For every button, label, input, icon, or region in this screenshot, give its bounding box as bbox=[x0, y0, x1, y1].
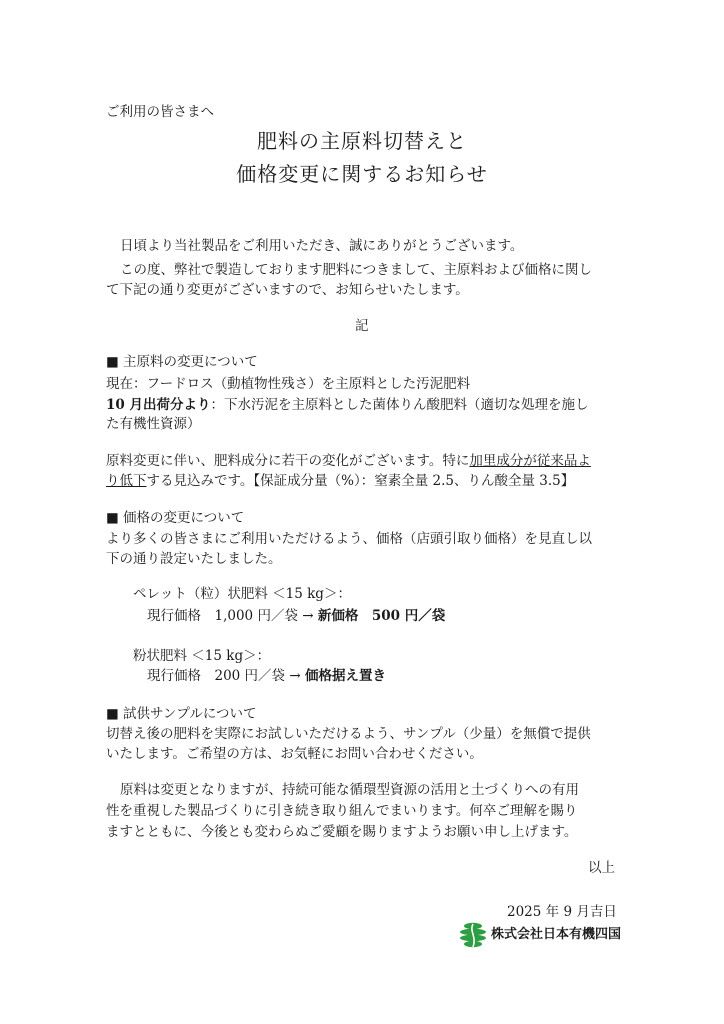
ki-mark: 記 bbox=[355, 318, 369, 334]
change-note-line-1 bbox=[106, 451, 591, 471]
powder-price-line bbox=[147, 666, 386, 686]
guaranteed-components: する見込みです。【保証成分量（%）：窒素全量 2.5、りん酸全量 3.5】 bbox=[146, 473, 575, 489]
section2-heading: ■ 価格の変更について bbox=[106, 510, 245, 526]
intro-line-1: 日頃より当社製品をご利用いただき、誠にありがとうございます。 bbox=[120, 238, 524, 254]
pellet-product-name: ペレット（粒）状肥料 ＜15 kg＞： bbox=[133, 586, 351, 602]
sample-line-1: 切替え後の肥料を実際にお試しいただけるよう、サンプル（少量）を無償で提供 bbox=[106, 726, 591, 742]
sample-line-2: いたします。ご希望の方は、お気軽にお問い合わせください。 bbox=[106, 746, 483, 762]
powder-current-price: 現行価格 200 円／袋 → bbox=[147, 668, 305, 684]
potassium-note-underlined: 加里成分が従来品よ bbox=[469, 453, 591, 469]
change-note-line-2 bbox=[106, 471, 574, 491]
ijo-closing-mark: 以上 bbox=[588, 860, 615, 876]
new-material-line bbox=[106, 395, 589, 415]
title-line-2: 価格変更に関するお知らせ bbox=[236, 162, 488, 186]
current-material: 現在：フードロス（動植物性残さ）を主原料とした汚泥肥料 bbox=[106, 376, 471, 392]
change-note-text: 原料変更に伴い、肥料成分に若干の変化がございます。特に bbox=[106, 453, 470, 469]
intro-line-3: て下記の通り変更がございますので、お知らせいたします。 bbox=[106, 282, 469, 298]
intro-line-2: この度、弊社で製造しております肥料につきまして、主原料および価格に関し bbox=[120, 262, 592, 278]
new-material-desc: ：下水汚泥を主原料とした菌体りん酸肥料（適切な処理を施し bbox=[210, 397, 589, 413]
company-logo-icon bbox=[458, 921, 488, 949]
title-line-1: 肥料の主原料切替えと bbox=[257, 129, 467, 153]
closing-line-1: 原料は変更となりますが、持続可能な循環型資源の活用と土づくりへの有用 bbox=[120, 782, 579, 798]
issue-date: 2025 年 9 月吉日 bbox=[507, 904, 617, 920]
closing-line-3: ますとともに、今後とも変わらぬご愛顧を賜りますようお願い申し上げます。 bbox=[106, 824, 578, 840]
decrease-underlined: り低下 bbox=[106, 473, 147, 489]
pellet-price-line bbox=[147, 606, 445, 626]
section1-heading: ■ 主原料の変更について bbox=[106, 354, 258, 370]
powder-price-unchanged: 価格据え置き bbox=[304, 668, 386, 684]
company-name: 株式会社日本有機四国 bbox=[491, 927, 622, 942]
pellet-current-price: 現行価格 1,000 円／袋 → bbox=[147, 608, 318, 624]
pellet-new-price: 新価格 500 円／袋 bbox=[317, 608, 446, 624]
new-material-line-2: た有機性資源） bbox=[106, 416, 201, 432]
section3-heading: ■ 試供サンプルについて bbox=[106, 706, 257, 722]
powder-product-name: 粉状肥料 ＜15 kg＞： bbox=[133, 648, 271, 664]
price-intro-line-2: 下の通り設定いたしました。 bbox=[106, 551, 282, 567]
closing-line-2: 性を重視した製品づくりに引き続き取り組んでまいります。何卒ご理解を賜り bbox=[106, 803, 578, 819]
october-shipment-label: 10 月出荷分より bbox=[106, 397, 211, 413]
price-intro-line-1: より多くの皆さまにご利用いただけるよう、価格（店頭引取り価格）を見直し以 bbox=[106, 531, 592, 547]
salutation: ご利用の皆さまへ bbox=[106, 104, 214, 120]
